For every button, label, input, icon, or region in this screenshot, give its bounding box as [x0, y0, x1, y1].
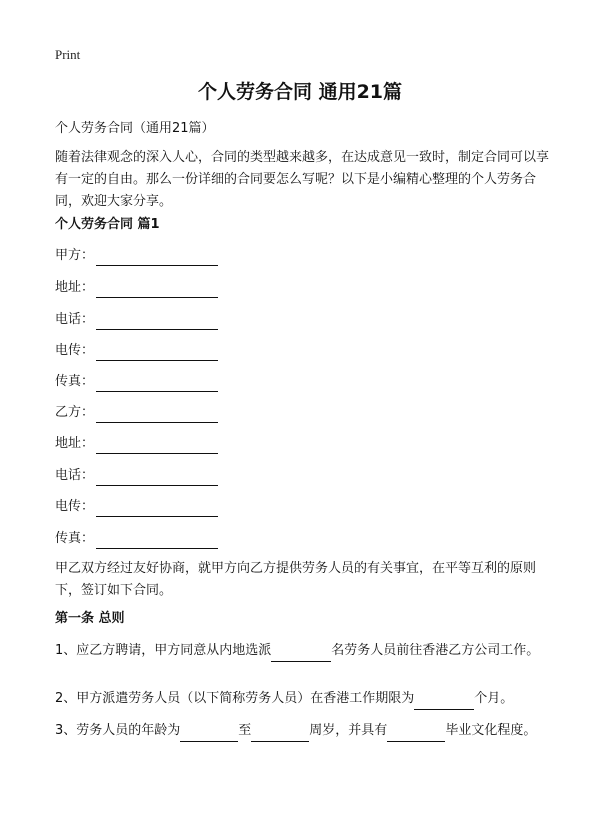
- clause-blank: [414, 695, 474, 710]
- clause-text: 1、应乙方聘请，甲方同意从内地选派: [55, 643, 272, 658]
- field-blank: [96, 315, 218, 330]
- field-label: 电话：: [55, 312, 95, 327]
- clause-text: 名劳务人员前往香港乙方公司工作。: [331, 643, 540, 658]
- field-blank: [96, 408, 218, 423]
- clause-blank: [251, 727, 309, 742]
- print-link[interactable]: Print: [55, 47, 81, 62]
- field-blank: [96, 471, 218, 486]
- clause-text: 至: [238, 723, 252, 738]
- field-label: 甲方：: [55, 248, 95, 263]
- clause-text: 2、甲方派遣劳务人员（以下简称劳务人员）在香港工作期限为: [55, 691, 415, 706]
- clause-blank: [387, 727, 445, 742]
- field-label: 传真：: [55, 531, 95, 546]
- clause-text: 周岁，并具有: [309, 723, 388, 738]
- field-blank: [96, 377, 218, 392]
- party-field: [55, 246, 218, 266]
- field-blank: [96, 251, 218, 266]
- field-blank: [96, 502, 218, 517]
- party-field: [55, 434, 218, 454]
- clause-blank: [271, 647, 331, 662]
- field-blank: [96, 283, 218, 298]
- field-blank: [96, 439, 218, 454]
- party-field: [55, 529, 218, 549]
- field-blank: [96, 346, 218, 361]
- clause-text: 3、劳务人员的年龄为: [55, 723, 181, 738]
- clause-text: 个月。: [474, 691, 514, 706]
- document-subtitle: 个人劳务合同（通用21篇）: [55, 121, 215, 136]
- party-field: [55, 278, 218, 298]
- clause-1: [55, 640, 555, 662]
- field-label: 地址：: [55, 280, 95, 295]
- clause-2: [55, 688, 555, 710]
- field-label: 电传：: [55, 499, 95, 514]
- field-label: 电话：: [55, 468, 95, 483]
- party-field: [55, 403, 218, 423]
- field-blank: [96, 534, 218, 549]
- article-heading: 第一条 总则: [55, 611, 125, 626]
- field-label: 地址：: [55, 436, 95, 451]
- party-field: [55, 310, 218, 330]
- party-field: [55, 466, 218, 486]
- agreement-paragraph: 甲乙双方经过友好协商，就甲方向乙方提供劳务人员的有关事宜，在平等互利的原则下，签订如下合同。: [55, 561, 537, 598]
- field-label: 传真：: [55, 374, 95, 389]
- field-label: 乙方：: [55, 405, 95, 420]
- clause-blank: [180, 727, 238, 742]
- intro-paragraph: 随着法律观念的深入人心，合同的类型越来越多，在达成意见一致时，制定合同可以享有一定的自由。那么一份详细的合同要怎么写呢？以下是小编精心整理的个人劳务合同，欢迎大家分享。: [55, 150, 550, 209]
- field-label: 电传：: [55, 343, 95, 358]
- section-heading: 个人劳务合同 篇1: [55, 217, 160, 232]
- document-title: 个人劳务合同 通用21篇: [197, 81, 403, 103]
- party-field: [55, 372, 218, 392]
- clause-3: [55, 720, 555, 742]
- party-field: [55, 497, 218, 517]
- party-field: [55, 341, 218, 361]
- clause-text: 毕业文化程度。: [445, 723, 537, 738]
